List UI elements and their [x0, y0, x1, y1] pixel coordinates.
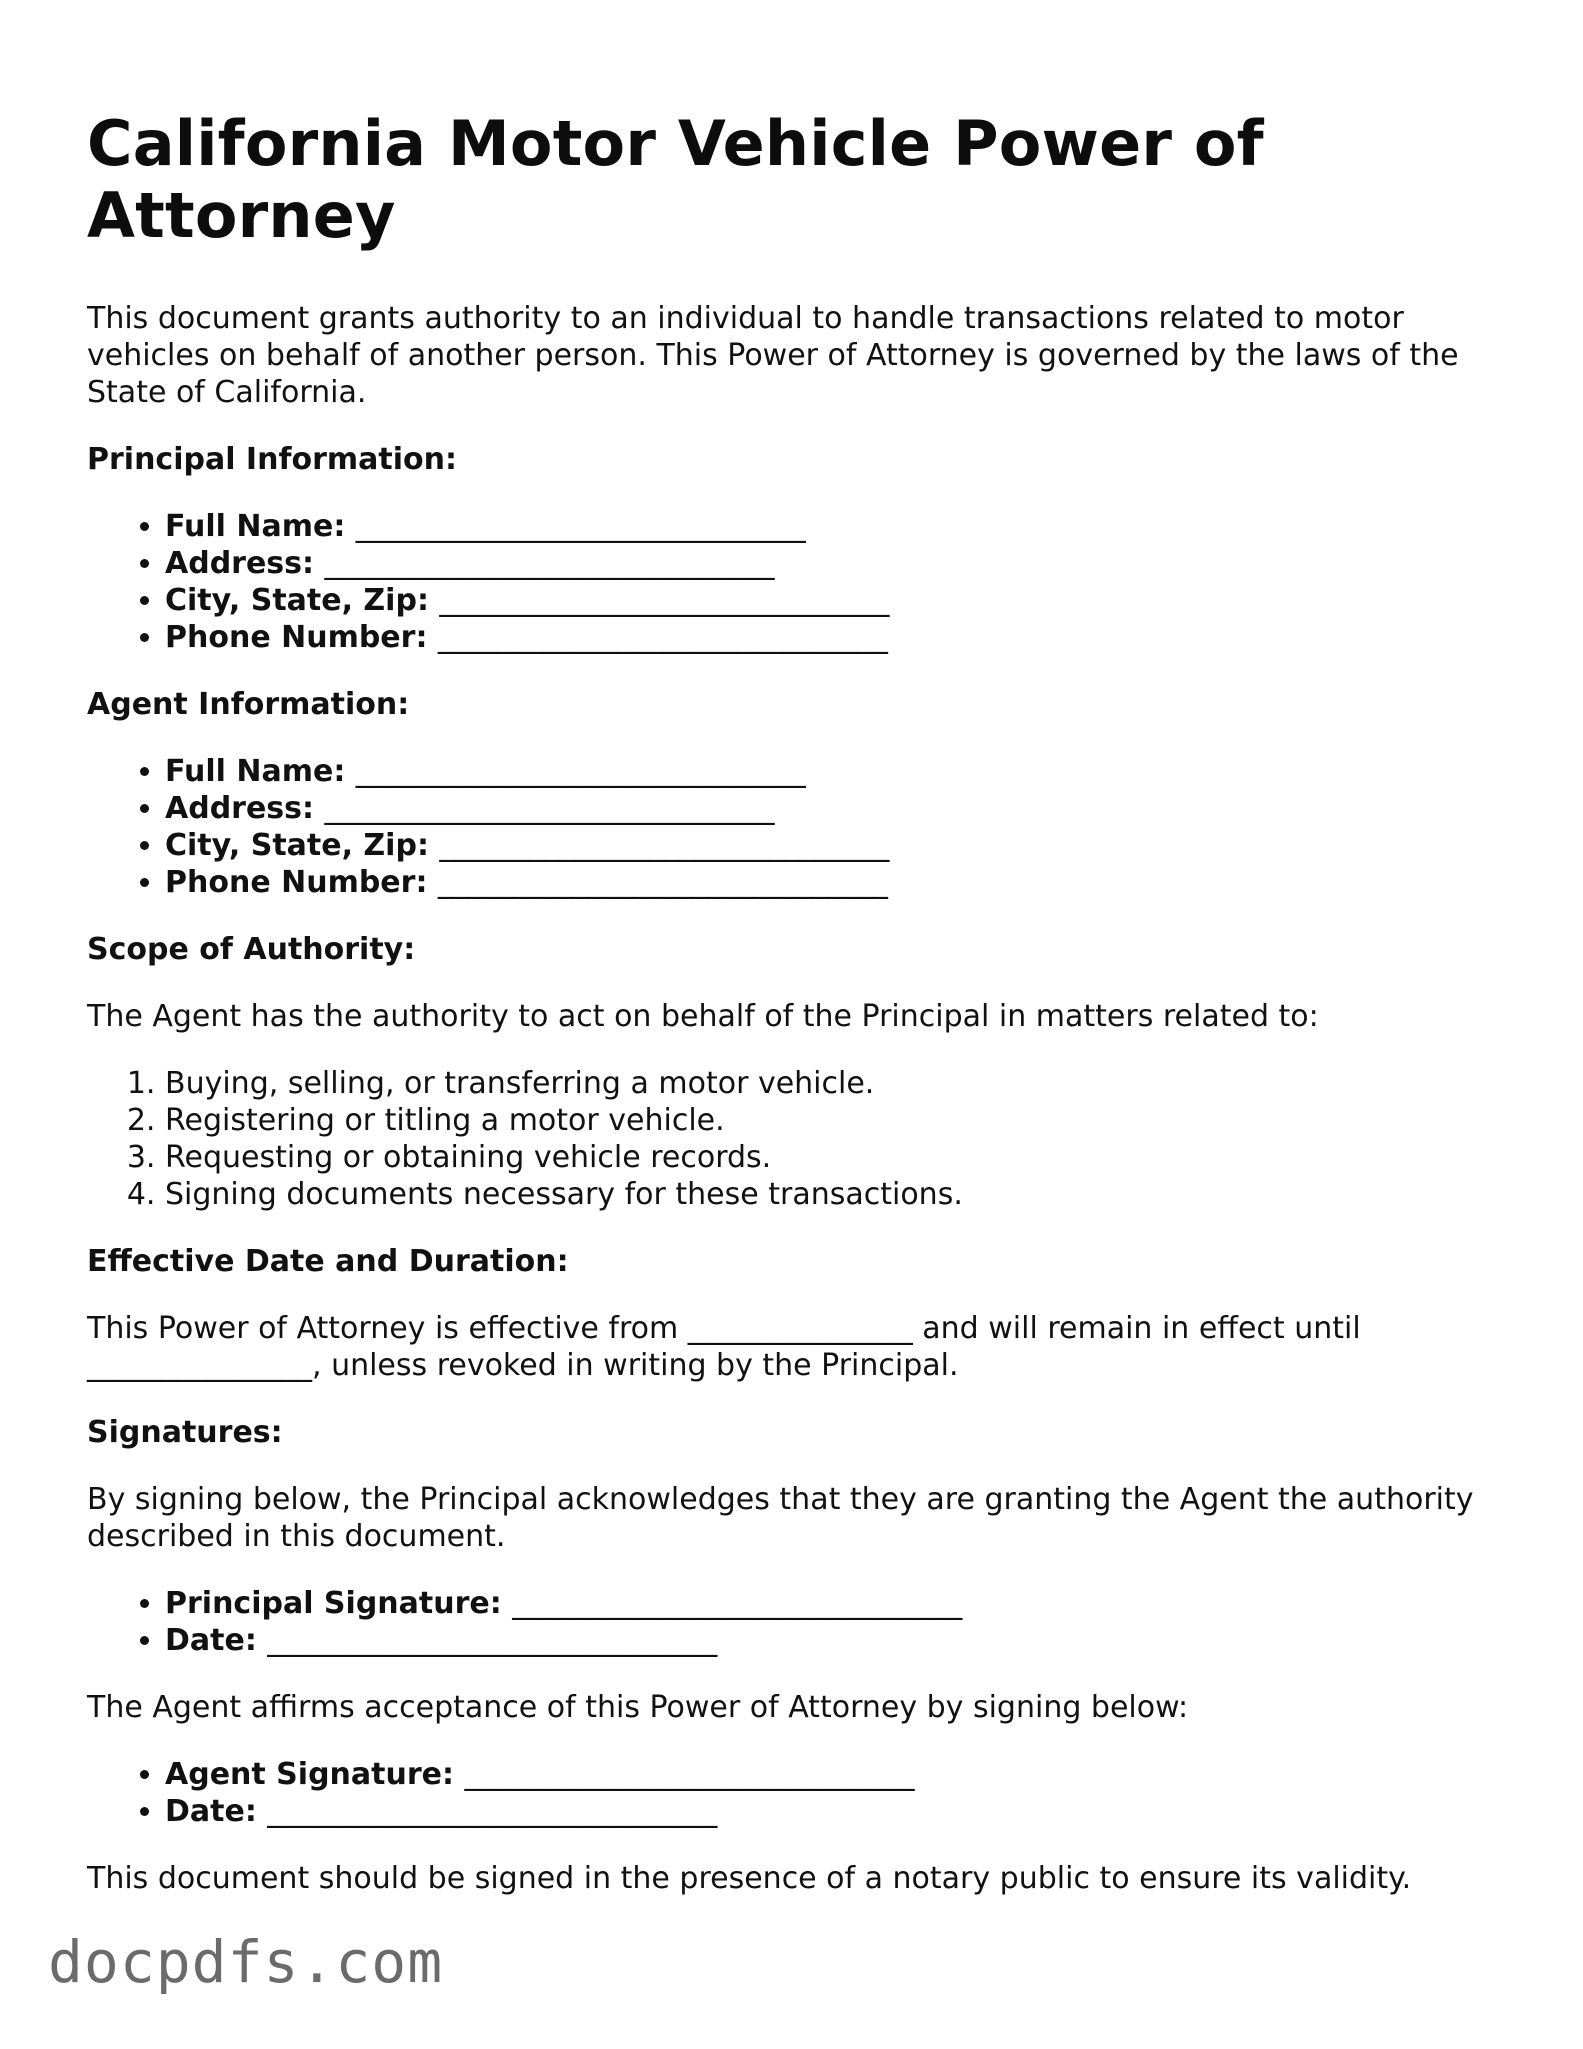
field-label: Full Name: — [165, 509, 346, 544]
watermark: docpdfs.com — [48, 1928, 444, 1996]
list-item — [165, 508, 1507, 545]
field-label: Date: — [165, 1623, 257, 1658]
list-item — [165, 619, 1507, 656]
list-item — [165, 753, 1507, 790]
blank-line: ______________________________ — [267, 1623, 718, 1658]
scope-list — [87, 1065, 1507, 1213]
list-item: 4. Signing documents necessary for these transactions. — [165, 1176, 1507, 1213]
notary-note: This document should be signed in the presence of a notary public to ensure its validity. — [87, 1861, 1412, 1896]
blank-line: ______________________________ — [439, 828, 890, 863]
principal-info-list — [87, 508, 1507, 656]
blank-line: ______________________________ — [355, 509, 806, 544]
blank-line: ______________________________ — [267, 1794, 718, 1829]
field-label: Address: — [165, 791, 315, 826]
signatures-heading: Signatures: — [87, 1415, 283, 1450]
list-item — [165, 1585, 1507, 1622]
list-item — [165, 1756, 1507, 1793]
document-title: California Motor Vehicle Power of Attorney — [87, 107, 1264, 252]
field-label: City, State, Zip: — [165, 828, 429, 863]
principal-signature-intro: By signing below, the Principal acknowledges that they are granting the Agent the authority described in this document. — [87, 1482, 1474, 1554]
blank-line: ______________________________ — [355, 754, 806, 789]
scope-heading: Scope of Authority: — [87, 932, 416, 967]
blank-line: ______________________________ — [437, 865, 888, 900]
list-item: 3. Requesting or obtaining vehicle records. — [165, 1139, 1507, 1176]
field-label: Phone Number: — [165, 865, 428, 900]
agent-signature-list — [87, 1756, 1507, 1830]
agent-info-heading: Agent Information: — [87, 687, 410, 722]
field-label: Full Name: — [165, 754, 346, 789]
agent-signature-intro: The Agent affirms acceptance of this Power of Attorney by signing below: — [87, 1690, 1189, 1725]
field-label: City, State, Zip: — [165, 583, 429, 618]
list-item: 1. Buying, selling, or transferring a motor vehicle. — [165, 1065, 1507, 1102]
list-item — [165, 1622, 1507, 1659]
list-item — [165, 827, 1507, 864]
effective-heading: Effective Date and Duration: — [87, 1244, 569, 1279]
effective-text: This Power of Attorney is effective from _______________ and will remain in effect until _______________, unless revoked in writing by the Principal. — [87, 1311, 1361, 1383]
document-page — [87, 108, 1507, 1927]
field-label: Date: — [165, 1794, 257, 1829]
blank-line: ______________________________ — [439, 583, 890, 618]
principal-info-heading: Principal Information: — [87, 442, 458, 477]
field-label: Address: — [165, 546, 315, 581]
blank-line: ______________________________ — [437, 620, 888, 655]
list-item — [165, 864, 1507, 901]
list-item: 2. Registering or titling a motor vehicle. — [165, 1102, 1507, 1139]
field-label: Agent Signature: — [165, 1757, 454, 1792]
list-item — [165, 582, 1507, 619]
blank-line: ______________________________ — [512, 1586, 963, 1621]
list-item — [165, 790, 1507, 827]
field-label: Phone Number: — [165, 620, 428, 655]
principal-signature-list — [87, 1585, 1507, 1659]
blank-line: ______________________________ — [464, 1757, 915, 1792]
blank-line: ______________________________ — [324, 546, 775, 581]
agent-info-list — [87, 753, 1507, 901]
blank-line: ______________________________ — [324, 791, 775, 826]
scope-intro: The Agent has the authority to act on behalf of the Principal in matters related to: — [87, 999, 1319, 1034]
intro-paragraph: This document grants authority to an individual to handle transactions related to motor vehicles on behalf of another person. This Power of Attorney is governed by the laws of the State of California. — [87, 301, 1459, 410]
list-item — [165, 545, 1507, 582]
field-label: Principal Signature: — [165, 1586, 502, 1621]
list-item — [165, 1793, 1507, 1830]
